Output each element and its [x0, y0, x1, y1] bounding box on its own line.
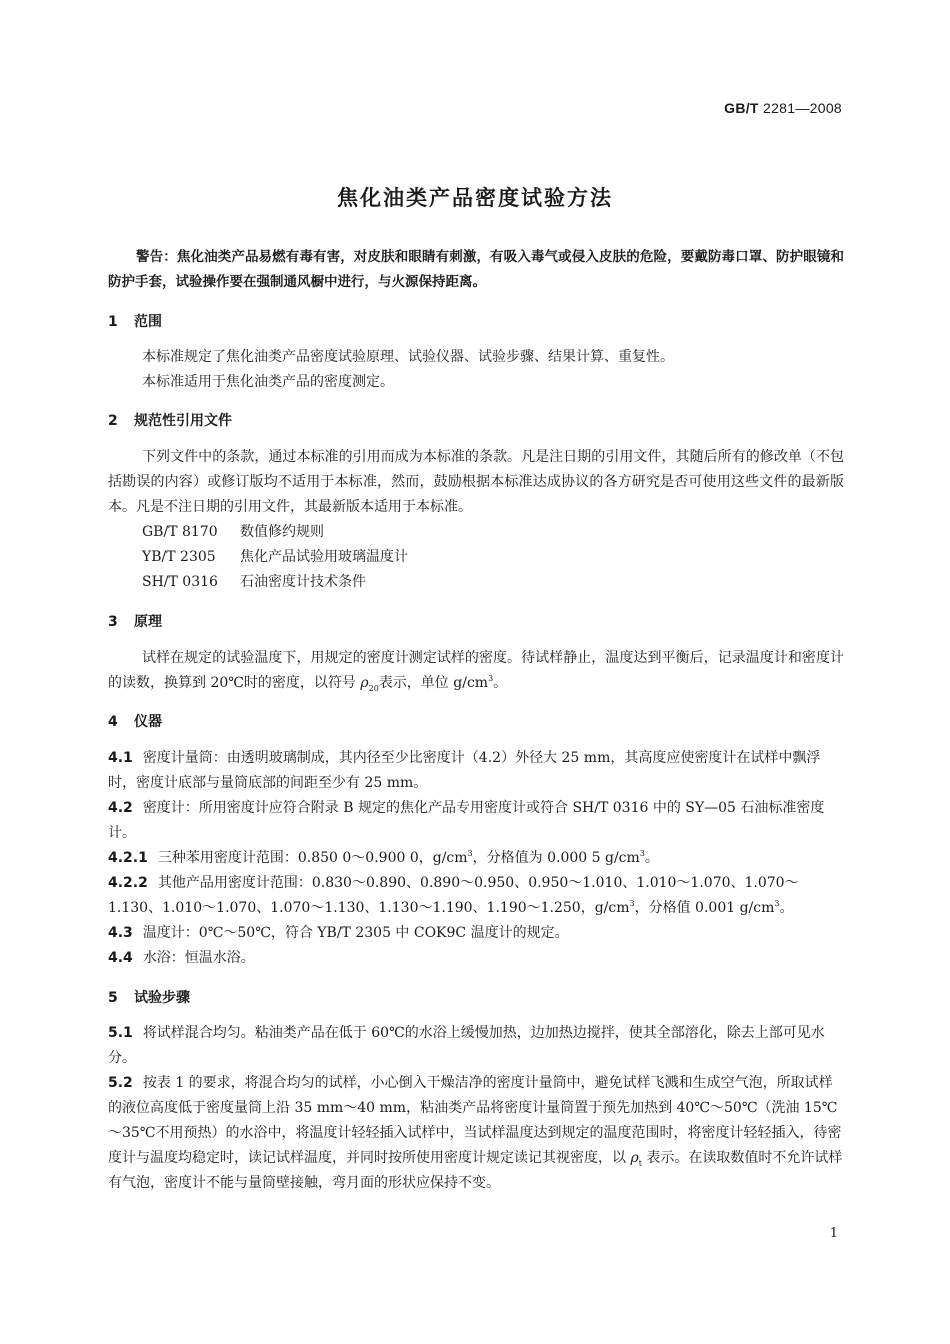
paragraph: 试样在规定的试验温度下，用规定的密度计测定试样的密度。待试样静止，温度达到平衡后，记录温度计和密度计的读数，换算到 20℃时的密度，以符号 $\rho_{20}$表示，单位 $g/cm^3$。	[108, 650, 844, 693]
paragraph: 下列文件中的条款，通过本标准的引用而成为本标准的条款。凡是注日期的引用文件，其随后所有的修改单（不包括勘误的内容）或修订版均不适用于本标准，然而，鼓励根据本标准达成协议的各方研究是否可使用这些文件的最新版本。凡是不注日期的引用文件，其最新版本适用于本标准。	[108, 449, 844, 515]
standard-number	[724, 100, 842, 116]
section-title: 范围	[134, 314, 162, 330]
section-3-body	[108, 646, 844, 696]
page-number: 1	[829, 1226, 838, 1241]
rho-symbol: ρ	[630, 1150, 639, 1166]
document-title: 焦化油类产品密度试验方法	[337, 186, 613, 210]
clause-4-4: 4.4 水浴：恒温水浴。	[108, 950, 255, 966]
reference-title: 数值修约规则	[240, 524, 324, 540]
section-2-heading	[108, 410, 232, 430]
paragraph: 本标准规定了焦化油类产品密度试验原理、试验仪器、试验步骤、结果计算、重复性。	[142, 349, 674, 365]
rho-symbol: ρ	[360, 675, 369, 691]
reference-item	[108, 545, 844, 570]
section-title: 规范性引用文件	[134, 413, 232, 429]
clause-4-3: 4.3 温度计：0℃～50℃，符合 YB/T 2305 中 COK9C 温度计的规定。	[108, 925, 569, 941]
section-5-heading	[108, 987, 190, 1007]
standard-prefix: GB/T	[724, 100, 759, 116]
clause-number: 5.2	[108, 1075, 133, 1091]
reference-item	[108, 570, 844, 595]
reference-code: GB/T 8170	[142, 524, 218, 540]
section-4-body	[108, 746, 844, 971]
clause-4-2-2: 4.2.2 其他产品用密度计范围：0.830～0.890、0.890～0.950、0.950～1.010、1.010～1.070、1.070～1.130、1.010～1.070、1.070～1.130、1.130～1.190、1.190～1.250，$g/cm^3$，分格值 0.001 $g/cm^3$。	[108, 875, 799, 916]
reference-code: SH/T 0316	[142, 574, 218, 590]
reference-item	[108, 520, 844, 545]
section-number: 4	[108, 714, 118, 730]
clause-number: 4.2.2	[108, 875, 148, 891]
section-number: 3	[108, 614, 118, 630]
clause-4-2: 4.2 密度计：所用密度计应符合附录 B 规定的焦化产品专用密度计或符合 SH/T 0316 中的 SY—05 石油标准密度计。	[108, 800, 825, 841]
clause-number: 4.2	[108, 800, 133, 816]
section-title: 原理	[134, 614, 162, 630]
section-1-heading	[108, 311, 162, 331]
section-number: 5	[108, 990, 118, 1006]
clause-5-2: 5.2 按表 1 的要求，将混合均匀的试样，小心倒入干燥洁净的密度计量筒中，避免试样飞溅和生成空气泡，所取试样的液位高度低于密度量筒上沿 35 mm～40 mm，粘油类产品将密度计量筒置于预先加热到 40℃～50℃（洗油 15℃～35℃不用预热）的水浴中，将温度计轻轻插入试样中，当试样温度达到规定的温度范围时，将密度计轻轻插入，待密度计与温度均稳定时，读记试样温度，并同时按所使用密度计规定读记其视密度，以 $\rho_t$ 表示。在读取数值时不允许试样有气泡，密度计不能与量筒壁接触，弯月面的形状应保持不变。	[108, 1075, 843, 1191]
standard-code: 2281—2008	[763, 100, 842, 116]
section-title: 试验步骤	[134, 990, 190, 1006]
clause-number: 4.4	[108, 950, 133, 966]
reference-code: YB/T 2305	[142, 549, 216, 565]
clause-number: 4.2.1	[108, 850, 148, 866]
clause-4-2-1: 4.2.1 三种苯用密度计范围：0.850 0～0.900 0，$g/cm^3$，分格值为 0.000 5 $g/cm^3$。	[108, 849, 659, 866]
clause-4-1: 4.1 密度计量筒：由透明玻璃制成，其内径至少比密度计（4.2）外径大 25 mm，其高度应使密度计在试样中飘浮时，密度计底部与量筒底部的间距至少有 25 mm。	[108, 750, 821, 791]
clause-number: 4.3	[108, 925, 133, 941]
section-2-body	[108, 445, 844, 595]
warning-paragraph: 警告：焦化油类产品易燃有毒有害，对皮肤和眼睛有刺激，有吸入毒气或侵入皮肤的危险，要戴防毒口罩、防护眼镜和防护手套，试验操作要在强制通风橱中进行，与火源保持距离。	[108, 249, 844, 290]
reference-title: 石油密度计技术条件	[240, 574, 366, 590]
section-title: 仪器	[134, 714, 162, 730]
paragraph: 本标准适用于焦化油类产品的密度测定。	[142, 374, 394, 390]
clause-5-1: 5.1 将试样混合均匀。粘油类产品在低于 60℃的水浴上缓慢加热，边加热边搅拌，使其全部溶化，除去上部可见水分。	[108, 1025, 825, 1066]
clause-number: 5.1	[108, 1025, 133, 1041]
reference-title: 焦化产品试验用玻璃温度计	[240, 549, 408, 565]
section-3-heading	[108, 611, 162, 631]
section-number: 1	[108, 314, 118, 330]
section-1-body	[108, 345, 844, 395]
section-number: 2	[108, 413, 118, 429]
clause-number: 4.1	[108, 750, 133, 766]
section-5-body	[108, 1021, 844, 1196]
section-4-heading	[108, 711, 162, 731]
